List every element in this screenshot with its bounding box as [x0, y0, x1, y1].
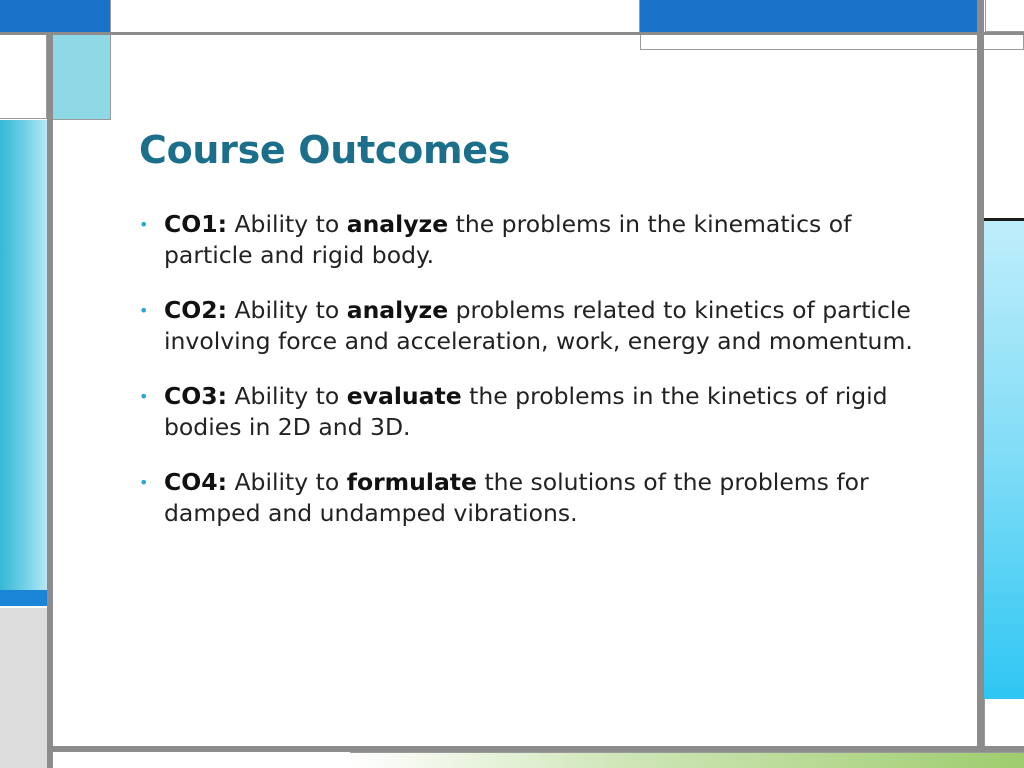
right-cyan-bar	[984, 221, 1024, 699]
outcome-text: problems related to kinetics of particle involving force and acceleration, work, energy and momentum.	[164, 296, 913, 355]
outcome-text: the problems in the kinetics of rigid bodies in 2D and 3D.	[164, 382, 888, 441]
left-gray-block	[0, 608, 47, 768]
outcome-item-co2	[139, 295, 934, 357]
bullet-dot-icon: •	[139, 215, 149, 234]
left-outline-box	[0, 35, 47, 119]
outcome-lead: Ability to	[234, 210, 340, 238]
outcome-verb: evaluate	[346, 382, 462, 410]
top-outline-box	[110, 0, 640, 33]
top-frame-line	[0, 32, 1024, 35]
outcome-text: the solutions of the problems for damped and undamped vibrations.	[164, 468, 869, 527]
outcome-item-co1	[139, 209, 934, 271]
bullet-dot-icon: •	[139, 473, 149, 492]
outcome-verb: analyze	[346, 296, 449, 324]
right-frame-line	[977, 0, 984, 752]
slide-title: Course Outcomes	[139, 128, 511, 172]
outcomes-list	[139, 209, 934, 553]
top-left-blue-block	[0, 0, 110, 32]
left-frame-line	[47, 35, 53, 768]
left-cyan-bar	[0, 120, 47, 590]
bullet-dot-icon: •	[139, 387, 149, 406]
bullet-dot-icon: •	[139, 301, 149, 320]
top-corner-box	[985, 0, 1024, 32]
top-right-blue-block	[640, 0, 980, 32]
outcome-code: CO3:	[164, 382, 227, 410]
outcome-lead: Ability to	[234, 382, 340, 410]
outcome-lead: Ability to	[234, 468, 340, 496]
outcome-code: CO2:	[164, 296, 227, 324]
outcome-verb: formulate	[346, 468, 477, 496]
outcome-verb: analyze	[346, 210, 449, 238]
outcome-code: CO1:	[164, 210, 227, 238]
bottom-frame-line	[47, 746, 1024, 752]
outcome-text: the problems in the kinematics of particle and rigid body.	[164, 210, 852, 269]
outcome-lead: Ability to	[234, 296, 340, 324]
outcome-item-co3	[139, 381, 934, 443]
outcome-code: CO4:	[164, 468, 227, 496]
left-blue-strip	[0, 590, 50, 606]
light-cyan-square	[53, 35, 111, 120]
bottom-green-bar	[350, 752, 1024, 768]
outcome-item-co4	[139, 467, 934, 529]
